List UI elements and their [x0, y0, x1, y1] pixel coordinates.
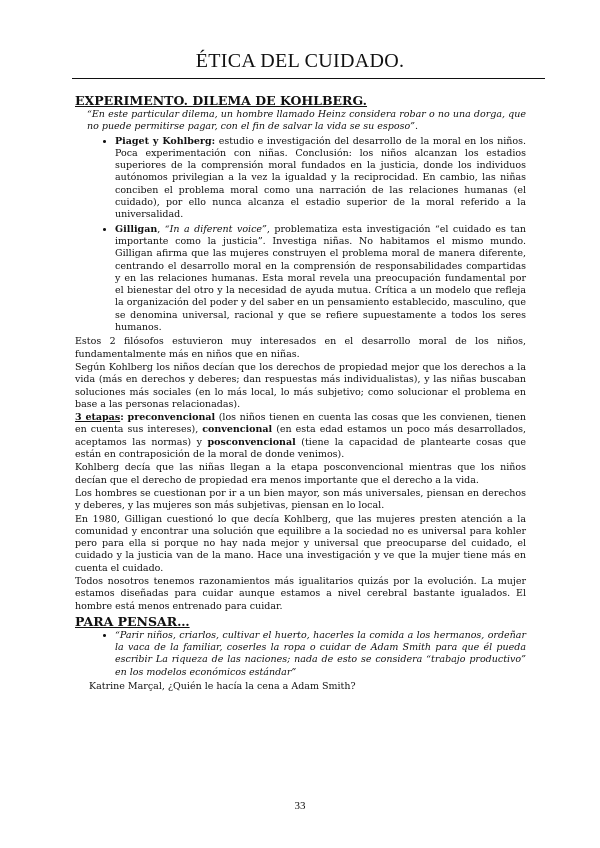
stage-term: posconvencional [207, 436, 296, 448]
marcal-quote: • “Parir niños, criarlos, cultivar el huerto, hacerles la comida a los hermanos, ordeñar la vaca de la familiar, coserles la ropa o cuidar de Adam Smith para que él pueda escribir La riqueza de las naciones; nada de esto se considera “trabajo productivo” en los modelos económicos estándar” [115, 630, 526, 679]
page-title: ÉTICA DEL CUIDADO. [195, 50, 405, 72]
quote-list [75, 630, 526, 679]
book-title: “In a diferent voice” [164, 223, 267, 235]
bullet-term: Gilligan [115, 223, 158, 235]
content [75, 92, 526, 693]
heinz-quote: “En este particular dilema, un hombre llamado Heinz considera robar o no una dorga, que no puede permitirse pagar, con el fin de salvar la vida se su esposo”. [87, 109, 526, 133]
section-heading-para-pensar: PARA PENSAR… [75, 613, 190, 629]
paragraph: Los hombres se cuestionan por ir a un bien mayor, son más universales, piensan en derechos y deberes, y las mujeres son más subjetivas, piensan en lo local. [75, 487, 526, 512]
stage-term: convencional [202, 424, 273, 436]
paragraph: En 1980, Gilligan cuestionó lo que decía Kohlberg, que las mujeres presten atención a la comunidad y encontrar una solución que equilibre a la sociedad no es universal para kohler pero para ella si porque no hay nada mejor y universal que preocuparse del cuidado, el cuidado y la justicia van de la mano. Hace una investigación y ve que la mujer tiene más en cuenta el cuidado. [75, 513, 526, 574]
stage-desc: (en esta edad estamos un poco más desarrollados, aceptamos las normas) y [75, 424, 526, 448]
quote-author: Katrine Marçal, ¿Quién le hacía la cena a Adam Smith? [89, 681, 356, 693]
bullet-gilligan [115, 224, 526, 335]
etapas-paragraph [75, 412, 526, 461]
bullet-term: Piaget y Kohlberg: [115, 135, 216, 147]
paragraph: Según Kohlberg los niños decían que los derechos de propiedad mejor que los derechos a la vida (más en derechos y deberes; dan respuestas más individualistas), y las niñas buscaban soluciones más sociales (en lo más local, lo más subjetivo; como solucionar el problema en base a las personas relacionadas). [75, 361, 526, 410]
bullet-text: estudio e investigación del desarrollo de la moral en los niños. Poca experimentación con niñas. Conclusión: los niños alcanzan los estadios superiores de la comprensión moral fundados en la justicia, donde los individuos autónomos privilegian a la vez la igualdad y la reciprocidad. En cambio, las niñas conciben el problema moral como una narración de las relaciones humanas (el cuidado), por ello nunca alcanza el estadio superior de la moral referido a la universalidad. [115, 135, 527, 221]
stage-desc: (los niños tienen en cuenta las cosas que les convienen, tienen en cuenta sus intereses), [75, 412, 526, 436]
section-heading-experimento: EXPERIMENTO. DILEMA DE KOHLBERG. [75, 93, 368, 108]
bullet-list [75, 136, 526, 335]
title-rule [72, 78, 545, 79]
bullet-separator: , [157, 223, 165, 235]
paragraph: Estos 2 filósofos estuvieron muy interesados en el desarrollo moral de los niños, fundamentalmente más en niños que en niñas. [75, 336, 526, 360]
page-number: 33 [294, 800, 306, 812]
stage-term: preconvencional [127, 412, 216, 424]
paragraph: Kohlberg decía que las niñas llegan a la etapa posconvencional mientras que los niños decían que el derecho de propiedad era menos importante que el derecho a la vida. [75, 462, 526, 486]
bullet-text: , problematiza esta investigación “el cuidado es tan importante como la justicia”. Investiga niñas. No habitamos el mismo mundo. Gilligan afirma que las mujeres construyen el problema moral de manera diferente, centrando el desarrollo moral en la comprensión de responsabilidades compartidas y en las relaciones humanas. Esta moral revela una preocupación fundamental por el bienestar del otro y la necesidad de ayuda mutua. Crítica a un modelo que refleja la organización del poder y del saber en un pensamiento establecido, masculino, que se denomina universal, racional y que se refiere supuestamente a todos los seres humanos. [115, 223, 527, 334]
paragraph: Todos nosotros tenemos razonamientos más igualitarios quizás por la evolución. La mujer estamos diseñadas para cuidar aunque estamos a nivel cerebral bastante igualados. El hombre está menos entrenado para cuidar. [75, 575, 526, 612]
bullet-piaget-kohlberg [115, 136, 526, 222]
etapas-colon: : [120, 412, 128, 424]
stage-desc: (tiene la capacidad de plantearte cosas que están en contraposición de la moral de donde venimos). [75, 436, 526, 461]
etapas-label: 3 etapas [75, 412, 121, 424]
